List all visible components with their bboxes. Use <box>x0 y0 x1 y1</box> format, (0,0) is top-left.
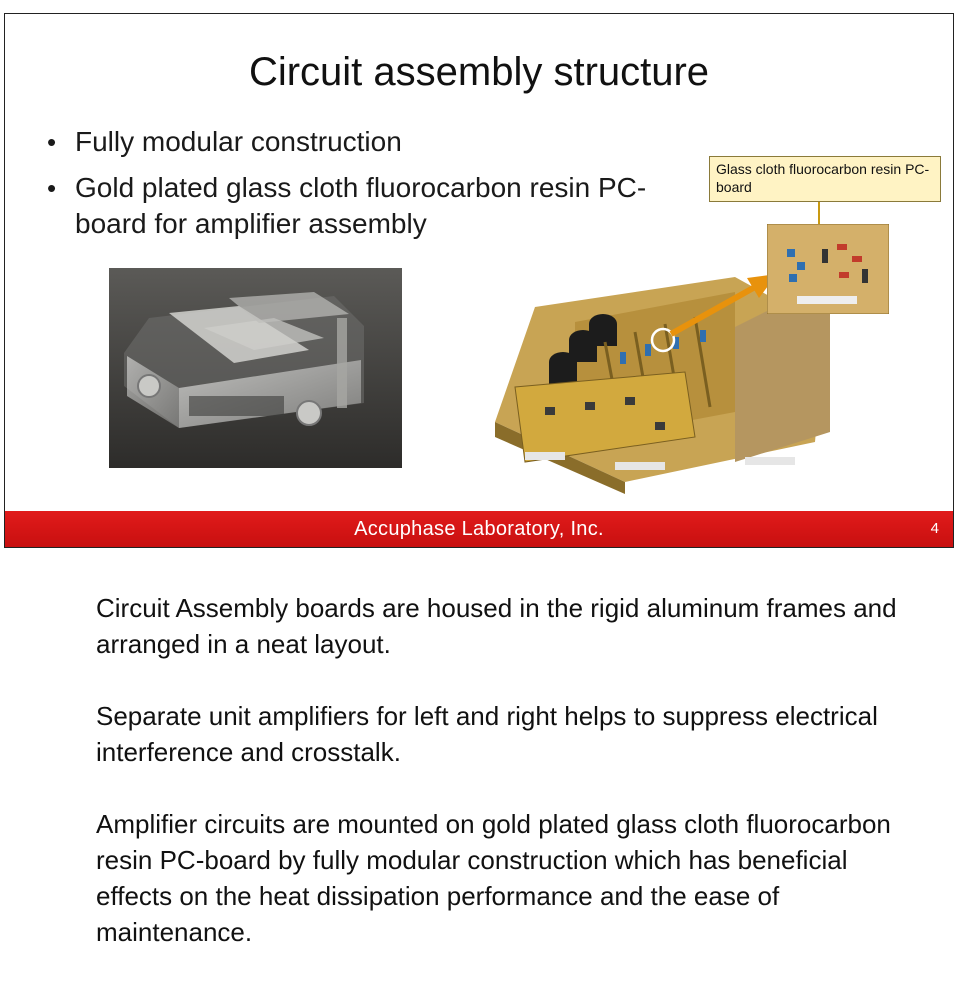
bullet-dot-icon: • <box>47 127 57 157</box>
note-paragraph: Circuit Assembly boards are housed in the rigid aluminum frames and arranged in a neat layout. <box>96 593 897 659</box>
note-paragraph: Separate unit amplifiers for left and right helps to suppress electrical interference and crosstalk. <box>96 701 878 767</box>
bullet-item: • Fully modular construction <box>47 124 667 160</box>
note-paragraph: Amplifier circuits are mounted on gold plated glass cloth fluorocarbon resin PC-board by fully modular construction which has beneficial effects on the heat dissipation performance and the ease of maintenance. <box>96 809 891 947</box>
page-number: 4 <box>930 520 939 537</box>
inset-pcb-photo <box>767 224 889 314</box>
bullet-dot-icon: • <box>47 173 57 203</box>
callout-connector <box>818 202 820 226</box>
bullet-item: • Gold plated glass cloth fluorocarbon resin PC-board for amplifier assembly <box>47 172 647 239</box>
callout-label: Glass cloth fluorocarbon resin PC-board <box>709 156 941 202</box>
footer-company: Accuphase Laboratory, Inc. <box>354 518 604 540</box>
slide-title: Circuit assembly structure <box>248 50 710 94</box>
chassis-photo <box>109 268 402 468</box>
slide <box>4 13 954 548</box>
slide-footer <box>5 511 953 547</box>
speaker-notes <box>96 590 916 986</box>
